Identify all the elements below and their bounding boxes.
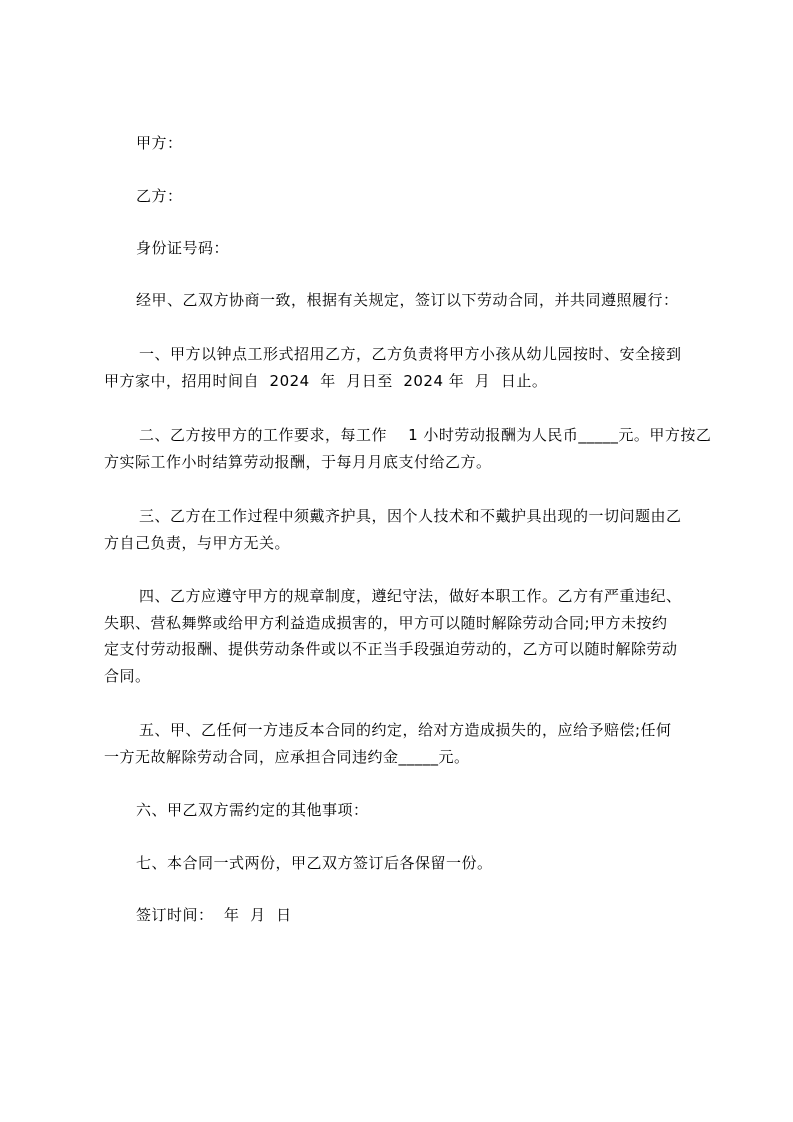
clause-2-line-1: 二、乙方按甲方的工作要求，每工作 1 小时劳动报酬为人民币_____元。甲方按乙 [139, 426, 712, 444]
clause-4-line-3: 定支付劳动报酬、提供劳动条件或以不正当手段强迫劳动的，乙方可以随时解除劳动 [104, 640, 678, 658]
id-number-label: 身份证号码： [136, 239, 230, 257]
clause-5-line-2: 一方无故解除劳动合同，应承担合同违约金_____元。 [104, 748, 470, 766]
clause-4-line-1: 四、乙方应遵守甲方的规章制度，遵纪守法，做好本职工作。乙方有严重违纪、 [139, 587, 682, 605]
clause-7: 七、本合同一式两份，甲乙双方签订后各保留一份。 [136, 854, 493, 872]
clause-2-line-2: 方实际工作小时结算劳动报酬，于每月月底支付给乙方。 [104, 453, 492, 471]
clause-6: 六、甲乙双方需约定的其他事项： [136, 801, 369, 819]
intro-paragraph: 经甲、乙双方协商一致，根据有关规定，签订以下劳动合同，并共同遵照履行： [136, 291, 679, 309]
party-b-label: 乙方： [136, 187, 183, 205]
clause-1-line-2: 甲方家中，招用时间自 2024 年 月日至 2024 年 月 日止。 [104, 372, 548, 390]
party-a-label: 甲方： [136, 134, 183, 152]
clause-4-line-2: 失职、营私舞弊或给甲方利益造成损害的，甲方可以随时解除劳动合同;甲方未按约 [104, 614, 668, 632]
clause-4-line-4: 合同。 [104, 667, 151, 685]
clause-3-line-1: 三、乙方在工作过程中须戴齐护具，因个人技术和不戴护具出现的一切问题由乙 [139, 507, 682, 525]
sign-date: 签订时间： 年 月 日 [136, 906, 292, 924]
clause-5-line-1: 五、甲、乙任何一方违反本合同的约定，给对方造成损失的，应给予赔偿;任何 [139, 721, 672, 739]
clause-1-line-1: 一、甲方以钟点工形式招用乙方，乙方负责将甲方小孩从幼儿园按时、安全接到 [139, 345, 682, 363]
clause-3-line-2: 方自己负责，与甲方无关。 [104, 534, 291, 552]
